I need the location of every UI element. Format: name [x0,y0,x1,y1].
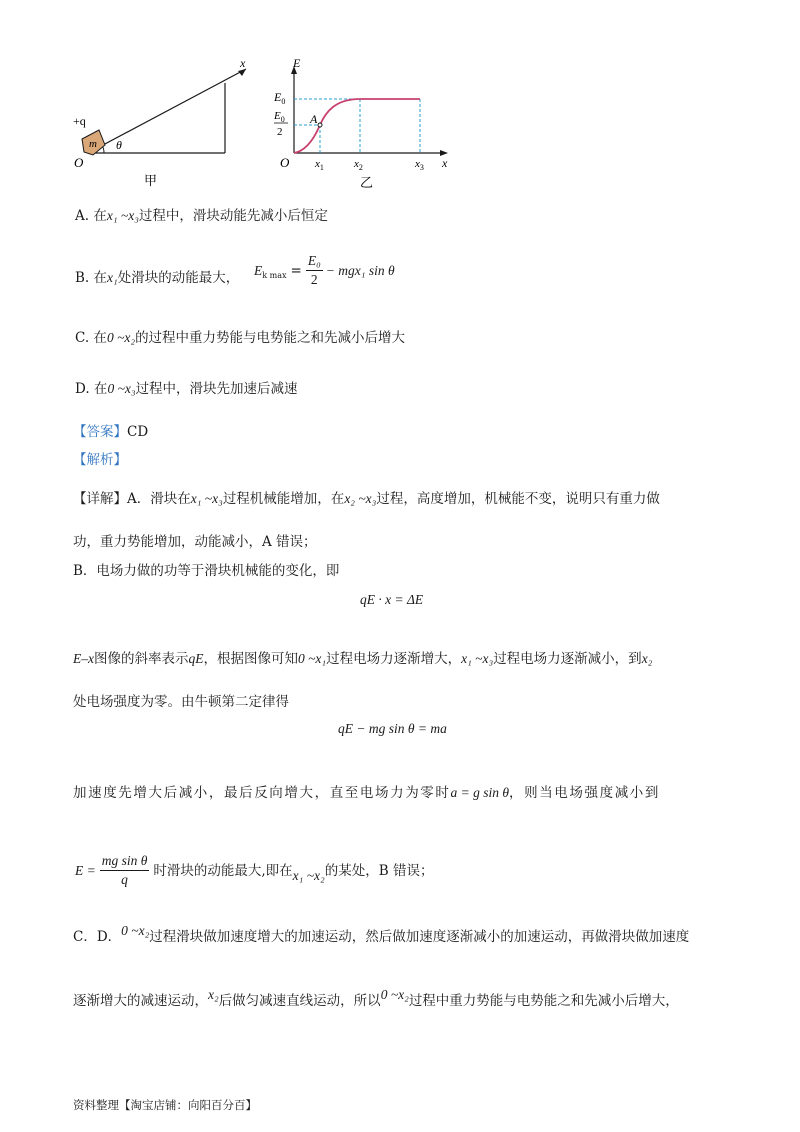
x-axis-label-1: x [240,56,246,70]
equation-newton: qE − mg sin θ = ma [338,721,447,736]
detail-line-4: E–x图像的斜率表示qE，根据图像可知0 ~x₁过程电场力逐渐增大，x₁ ~x₃过程电场力逐渐减小，到x₂ [73,651,653,667]
option-a-range: x₁ ~x₃ [106,208,139,223]
x-axis-label-2: x [442,156,448,170]
e0-label: $E_0$ [274,90,286,106]
footer-note: 资料整理【淘宝店铺：向阳百分百】 [73,1098,257,1112]
energy-curve [294,99,420,153]
figure-e-x-graph [266,55,456,195]
option-a: A. 在x₁ ~x₃过程中，滑块动能先减小后恒定 [75,208,328,224]
origin-label-2: O [280,155,290,170]
detail-line-7: E = $\frac{\text{mg sin θ}}{q}$ 时滑块的动能最大,即在 x₁ ~x₂ 的某处，B 错误； [75,853,434,887]
option-c-range: 0 ~x₂ [106,330,136,345]
point-a-marker [318,123,322,127]
detail-tag: 【详解】 [73,491,127,507]
point-a-label: A [310,112,318,126]
option-b-var: x₁ [107,270,118,285]
option-d-range: 0 ~x₃ [107,381,136,396]
y-axis-label: E [293,56,301,70]
option-d: D. 在0 ~x₃过程中，滑块先加速后减速 [75,381,298,397]
answer-value: CD [127,424,149,440]
x3-label: $x_3$ [415,158,424,172]
detail-line-5: 处电场强度为零。由牛顿第二定律得 [73,694,289,710]
caption-yi: 乙 [360,175,374,190]
answer-tag: 【答案】 [73,424,127,440]
detail-line-6: 加速度先增大后减小，最后反向增大，直至电场力为零时a = g sin θ，则当电场强度减小到 [73,785,660,801]
analysis-tag: 【解析】 [73,452,127,468]
answer-line [73,423,148,441]
caption-jia: 甲 [144,173,158,188]
x1-label: $x_1$ [315,158,324,172]
x2-label: $x_2$ [354,158,363,172]
half-e0-denominator: 2 [277,126,283,138]
mass-label: m [89,138,97,150]
detail-line-1: 【详解】A．滑块在x₁ ~x₃过程机械能增加，在x₂ ~x₃过程，高度增加，机械能不变，说明只有重力做 [73,491,660,507]
figure-incline [60,55,260,195]
origin-label-1: O [74,155,84,170]
equation-work-energy: qE · x = ΔE [360,592,424,607]
detail-line-2: 功，重力势能增加，动能减小，A 错误； [73,534,317,550]
incline-slope [88,69,246,153]
detail-line-3: B．电场力做的功等于滑块机械能的变化，即 [73,563,340,579]
half-e0-numerator: $E_0$ [274,110,285,124]
detail-line-8: C．D．0 ~x₂过程滑块做加速度增大的加速运动，然后做加速度逐渐减小的加速运动，再做滑块做加速度 [73,923,690,945]
option-b-formula: E $_{k max}$ = $\frac{\text{E₀}}{2}$ − mgx₁ sin θ [254,253,395,287]
guide-lines [294,99,420,153]
detail-line-9: 逐渐增大的减速运动，x₂后做匀减速直线运动，所以0 ~x₂过程中重力势能与电势能之和先减小后增大， [73,987,679,1009]
angle-label: θ [116,138,122,152]
charge-label: +q [73,114,86,128]
option-c: C. 在0 ~x₂的过程中重力势能与电势能之和先减小后增大 [75,330,406,346]
option-b: B. 在x₁处滑块的动能最大， [75,270,240,286]
